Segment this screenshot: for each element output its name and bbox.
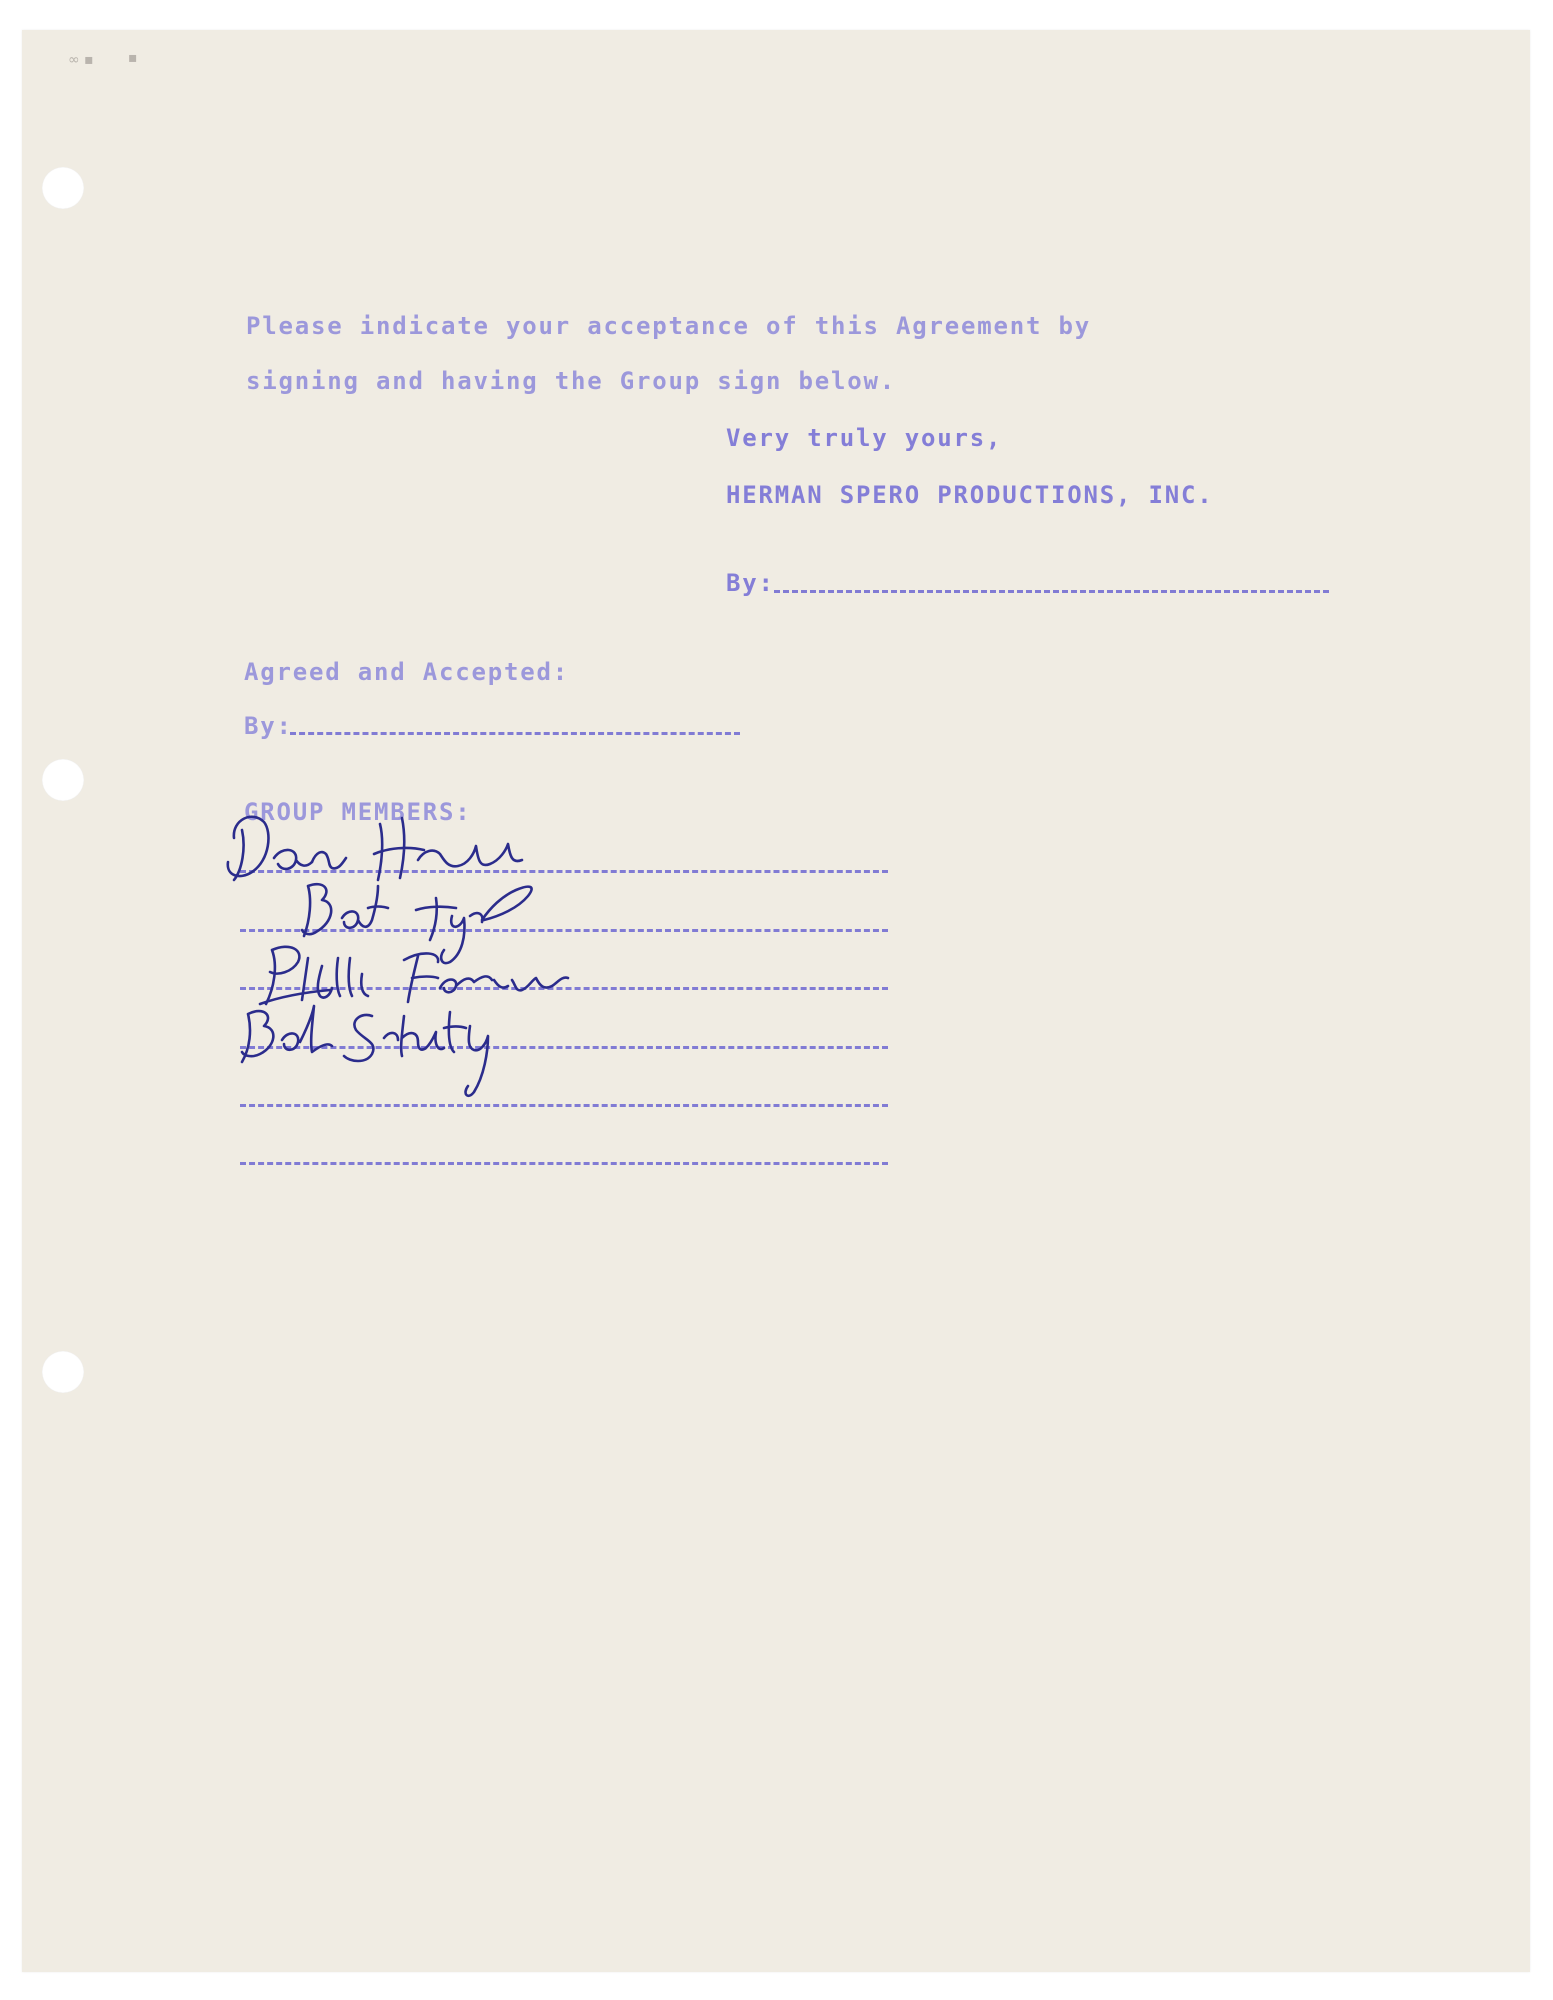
closing-salutation: Very truly yours, bbox=[726, 424, 1003, 452]
punch-hole-middle bbox=[42, 759, 84, 801]
punch-hole-bottom bbox=[42, 1351, 84, 1393]
group-members-heading: GROUP MEMBERS: bbox=[244, 798, 472, 826]
acceptance-request-line-1: Please indicate your acceptance of this Agreement by bbox=[246, 312, 1091, 340]
acceptance-by-label: By: bbox=[244, 712, 293, 740]
paper-speck: ∞ ▪ bbox=[68, 52, 94, 68]
signature-4 bbox=[242, 1006, 488, 1096]
paper-speck: ▪ bbox=[128, 50, 138, 66]
group-signatures bbox=[212, 790, 772, 1110]
punch-hole-top bbox=[42, 167, 84, 209]
company-by-label: By: bbox=[726, 569, 775, 597]
company-name: HERMAN SPERO PRODUCTIONS, INC. bbox=[726, 481, 1214, 509]
signature-2 bbox=[302, 884, 532, 963]
document-page bbox=[22, 30, 1530, 1972]
acceptance-request-line-2: signing and having the Group sign below. bbox=[246, 367, 896, 395]
signature-1 bbox=[228, 817, 522, 880]
group-signature-line-6[interactable] bbox=[240, 1162, 888, 1165]
signature-3 bbox=[260, 947, 568, 1004]
acceptance-signature-line[interactable] bbox=[290, 732, 740, 735]
company-signature-line[interactable] bbox=[774, 590, 1329, 593]
agreed-accepted-heading: Agreed and Accepted: bbox=[244, 658, 569, 686]
